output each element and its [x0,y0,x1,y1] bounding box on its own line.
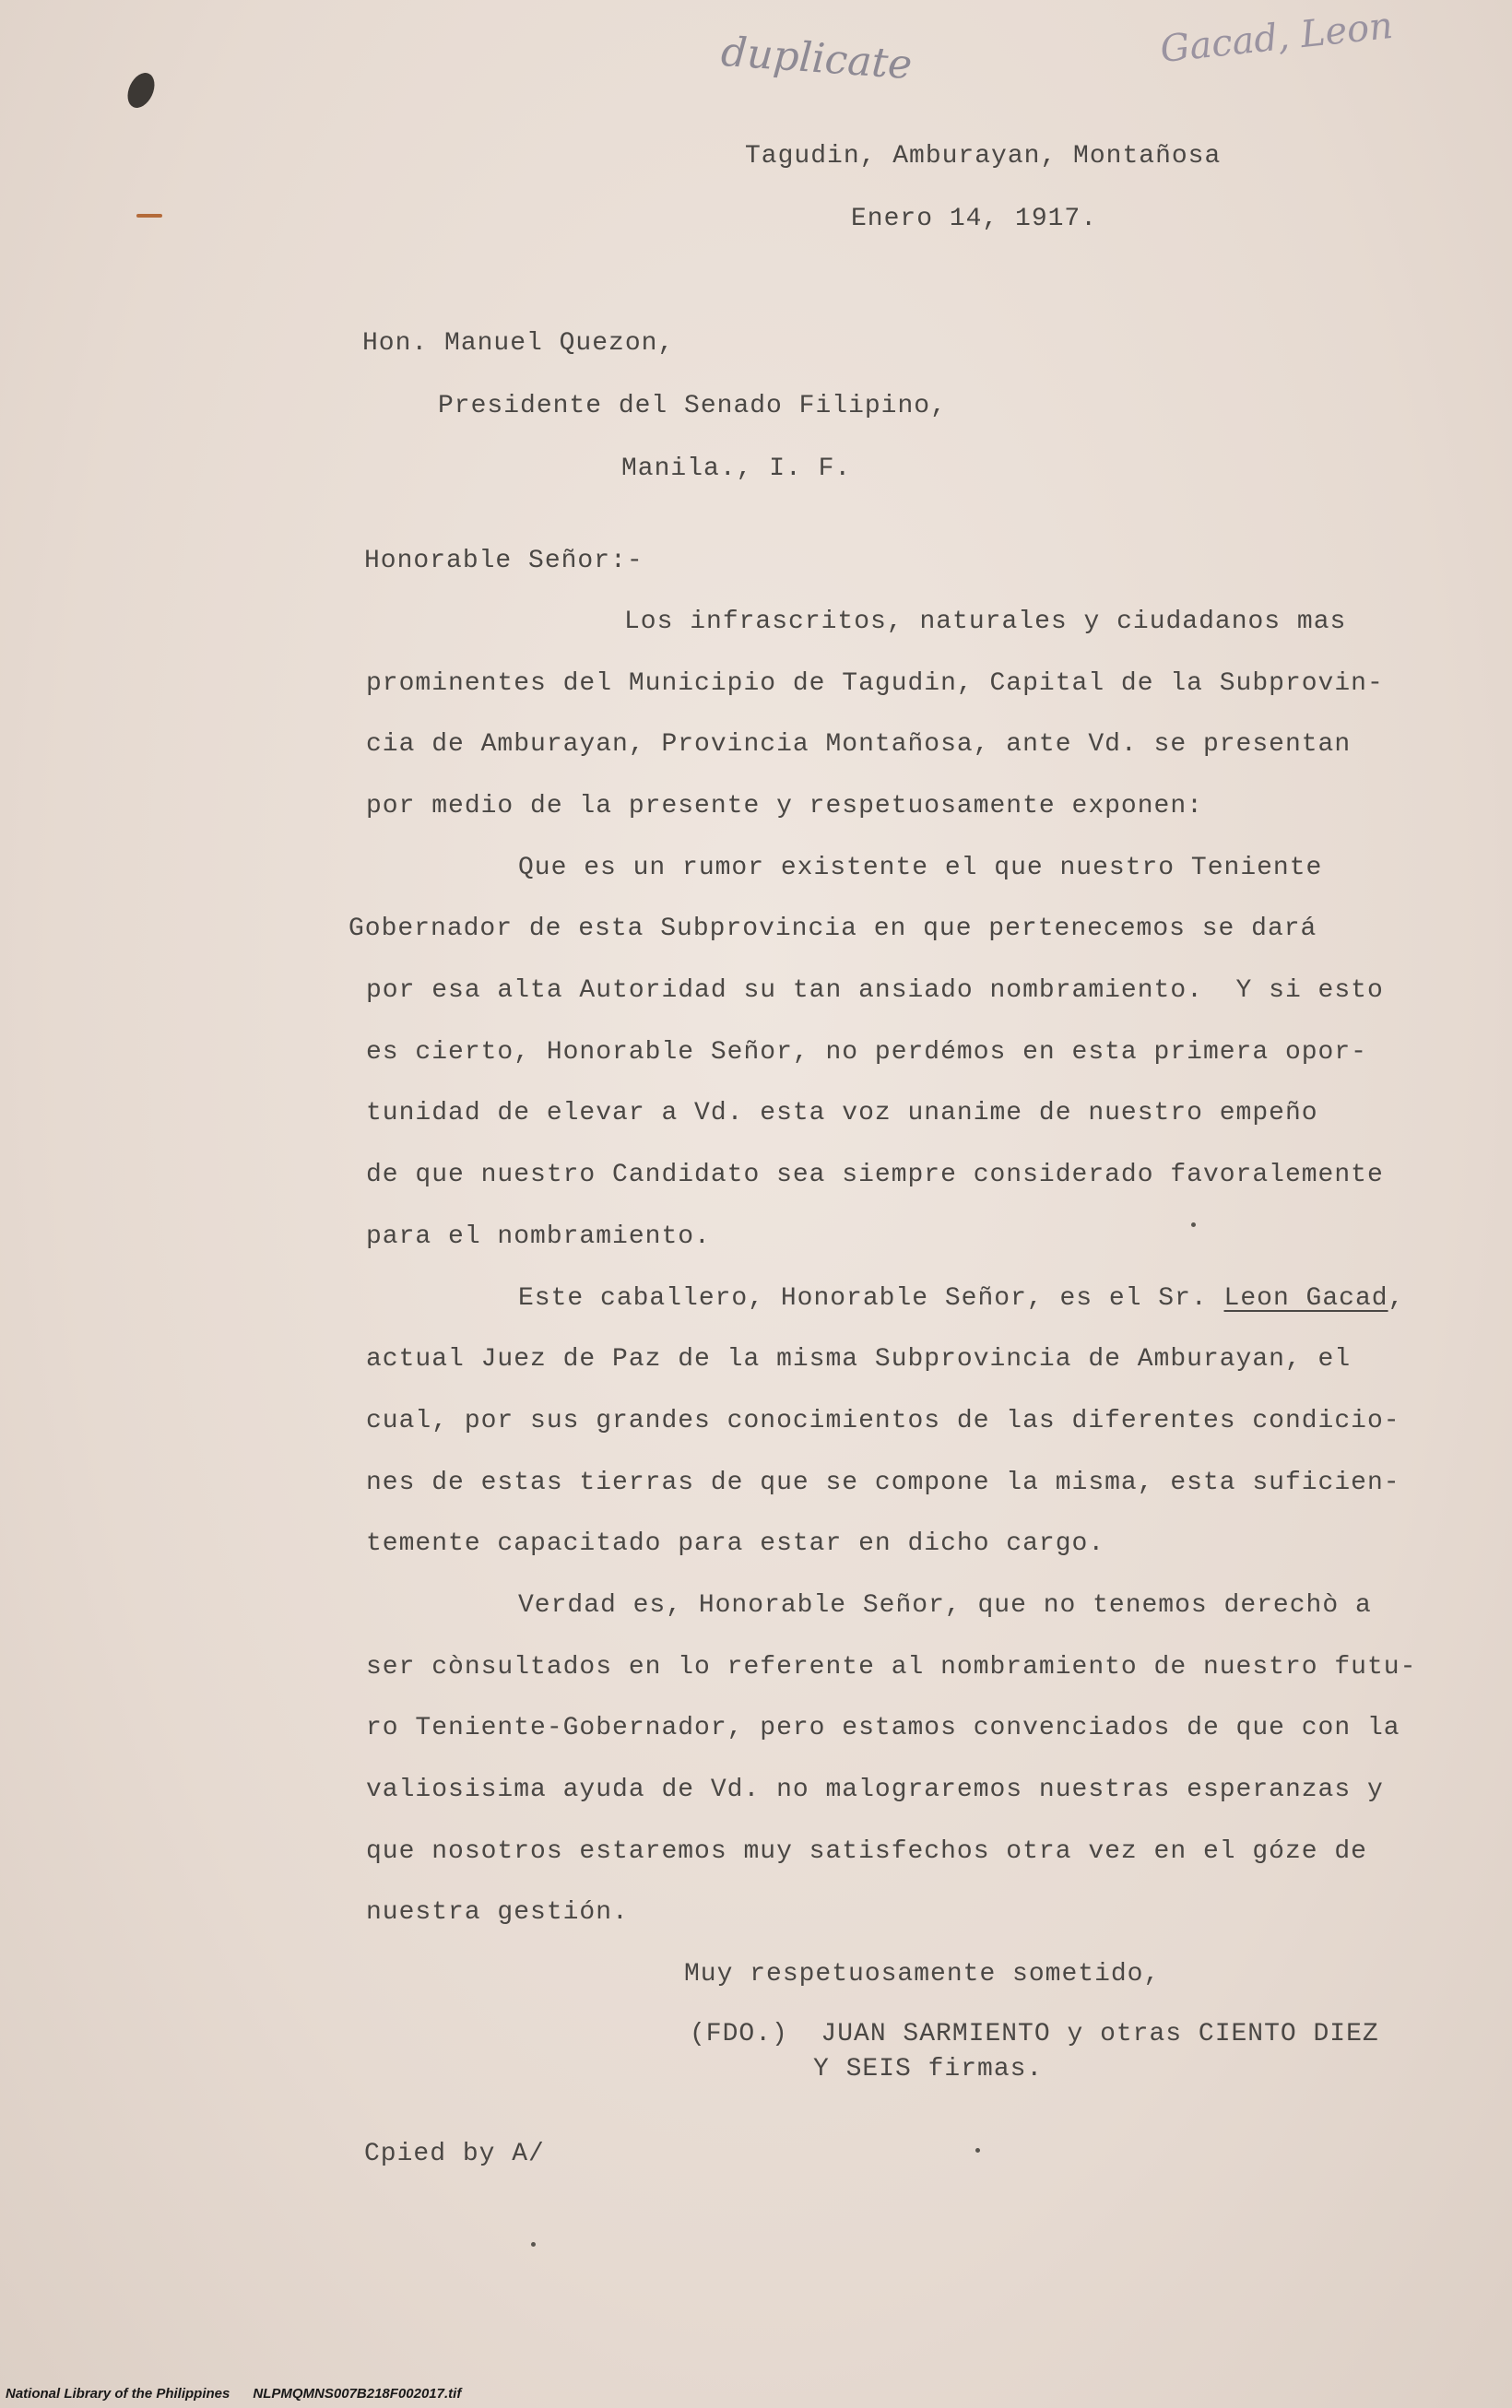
body-line: Los infrascritos, naturales y ciudadanos mas [624,608,1347,636]
body-line: valiosisima ayuda de Vd. no malograremos nuestras esperanzas y [366,1776,1384,1804]
body-line [518,1283,1404,1315]
body-text: , [1388,1284,1405,1313]
file-id: NLPMQMNS007B218F002017.tif [253,2386,462,2402]
handwritten-duplicate-note: duplicate [719,28,914,89]
copied-by-note: Cpied by A/ [364,2140,545,2168]
handwritten-name-note: Gacad, Leon [1158,4,1395,72]
archive-footer [6,2386,461,2402]
ink-dot [1191,1222,1196,1227]
body-line: Gobernador de esta Subprovincia en que pertenecemos se dará [348,915,1317,943]
body-line: ro Teniente-Gobernador, pero estamos convenciados de que con la [366,1714,1400,1742]
signature-line: (FDO.) JUAN SARMIENTO y otras CIENTO DIEZ [690,2020,1379,2048]
body-line: actual Juez de Paz de la misma Subprovincia de Amburayan, el [366,1345,1352,1374]
body-line: es cierto, Honorable Señor, no perdémos en esta primera opor- [366,1038,1367,1067]
ink-mark [136,214,162,218]
salutation: Honorable Señor:- [364,547,644,575]
letter-place: Tagudin, Amburayan, Montañosa [745,142,1222,171]
body-line: de que nuestro Candidato sea siempre considerado favoralemente [366,1161,1384,1189]
addressee-name: Hon. Manuel Quezon, [362,329,675,358]
candidate-name: Leon Gacad [1223,1284,1388,1313]
body-line: Verdad es, Honorable Señor, que no tenemos derechò a [518,1591,1372,1620]
body-line: temente capacitado para estar en dicho cargo. [366,1529,1105,1558]
body-line: cia de Amburayan, Provincia Montañosa, ante Vd. se presentan [366,730,1352,759]
body-line: nes de estas tierras de que se compone la misma, esta suficien- [366,1469,1400,1497]
body-line: para el nombramiento. [366,1222,711,1251]
body-line: por medio de la presente y respetuosamente exponen: [366,792,1203,820]
body-text: Este caballero, Honorable Señor, es el Sr. [518,1284,1224,1313]
library-name: National Library of the Philippines [6,2386,230,2402]
closing-line: Muy respetuosamente sometido, [684,1960,1161,1989]
signature-line: Y SEIS firmas. [813,2055,1044,2083]
addressee-city: Manila., I. F. [621,454,852,483]
ink-blot [123,68,159,112]
body-line: nuestra gestión. [366,1898,629,1927]
letter-date: Enero 14, 1917. [851,205,1098,233]
ink-dot [531,2242,536,2247]
body-line: por esa alta Autoridad su tan ansiado nombramiento. Y si esto [366,976,1384,1005]
body-line: Que es un rumor existente el que nuestro Teniente [518,854,1323,882]
ink-dot [975,2148,980,2153]
body-line: ser cònsultados en lo referente al nombramiento de nuestro futu- [366,1653,1417,1682]
body-line: que nosotros estaremos muy satisfechos otra vez en el góze de [366,1837,1367,1866]
body-line: cual, por sus grandes conocimientos de las diferentes condicio- [366,1407,1400,1435]
addressee-title: Presidente del Senado Filipino, [438,392,947,420]
body-line: prominentes del Municipio de Tagudin, Capital de la Subprovin- [366,669,1384,698]
body-line: tunidad de elevar a Vd. esta voz unanime de nuestro empeño [366,1099,1318,1127]
